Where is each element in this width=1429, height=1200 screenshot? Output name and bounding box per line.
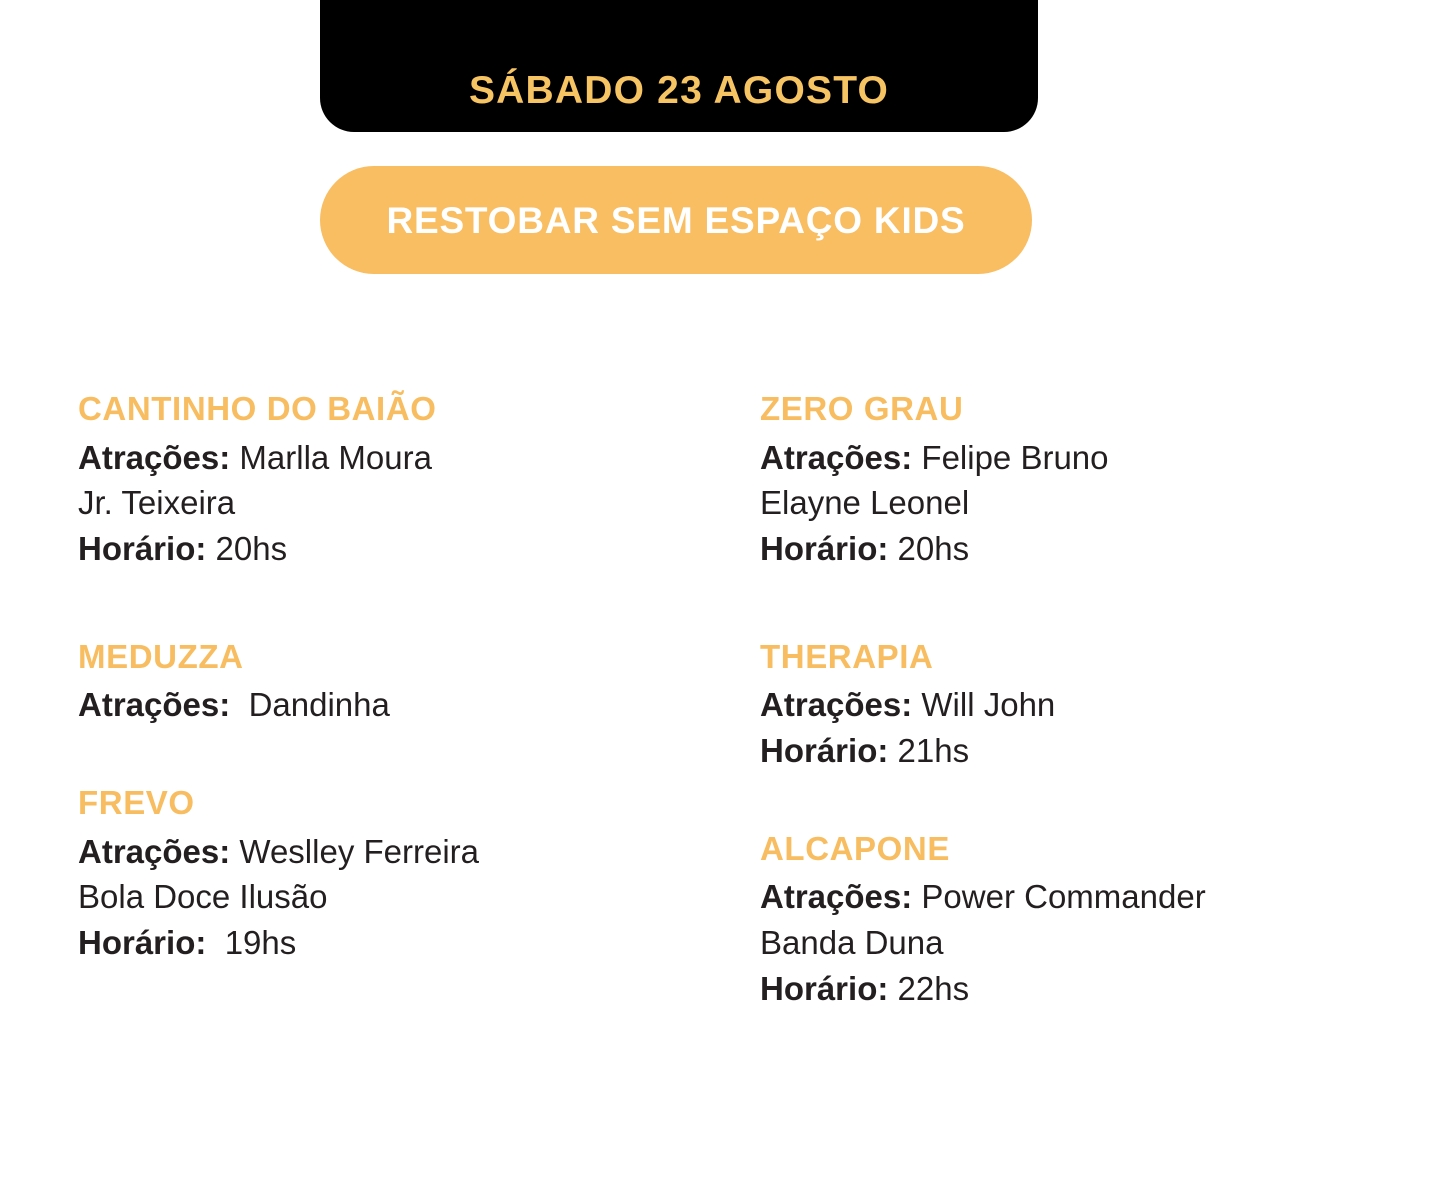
- attractions-label: Atrações:: [760, 438, 913, 476]
- time-label: Horário:: [760, 530, 889, 567]
- attractions-label: Atrações:: [760, 686, 913, 724]
- venue-attractions-line: [78, 829, 680, 875]
- venue-name: THERAPIA: [760, 637, 934, 675]
- venue-time-line: [78, 920, 680, 966]
- venue-time-line: [760, 966, 1429, 1012]
- venue-column-left: [0, 390, 680, 1055]
- attraction-value: Will John: [921, 686, 1056, 724]
- venue-attractions-line: [760, 682, 1429, 728]
- venue-block: [760, 830, 1429, 1012]
- attraction-value: Marlla Moura: [239, 438, 432, 476]
- venue-attractions-line: [760, 874, 1429, 920]
- venue-time-line: [78, 526, 680, 572]
- attraction-value: Power Commander: [921, 878, 1206, 916]
- time-label: Horário:: [760, 732, 889, 769]
- attractions-label: Atrações:: [78, 686, 231, 724]
- venue-block: [760, 390, 1429, 572]
- attractions-label: Atrações:: [760, 878, 913, 916]
- venue-attractions-line: [78, 874, 680, 920]
- venue-name: FREVO: [78, 784, 195, 821]
- category-pill-label: RESTOBAR SEM ESPAÇO KIDS: [386, 199, 966, 241]
- time-value: 20hs: [215, 530, 288, 567]
- venue-name: MEDUZZA: [78, 637, 244, 675]
- venue-column-right: [680, 390, 1429, 1055]
- attraction-value: Weslley Ferreira: [239, 832, 480, 870]
- venue-name: ZERO GRAU: [760, 390, 964, 427]
- time-label: Horário:: [78, 530, 207, 567]
- venue-block: [78, 784, 680, 966]
- time-value: 19hs: [224, 924, 297, 961]
- venue-attractions-line: [760, 920, 1429, 966]
- date-banner-label: SÁBADO 23 AGOSTO: [468, 69, 890, 112]
- attraction-value: Felipe Bruno: [921, 438, 1109, 476]
- time-label: Horário:: [760, 969, 889, 1007]
- venue-time-line: [760, 526, 1429, 572]
- venue-block: [760, 638, 1429, 774]
- venue-attractions-line: [760, 435, 1429, 481]
- venue-name: CANTINHO DO BAIÃO: [78, 390, 437, 427]
- attractions-label: Atrações:: [78, 832, 231, 870]
- time-label: Horário:: [78, 924, 207, 961]
- venue-attractions-line: [78, 435, 680, 481]
- attraction-value: Banda Duna: [760, 924, 944, 961]
- time-value: 22hs: [897, 969, 970, 1007]
- venue-attractions-line: [78, 480, 680, 526]
- attraction-value: Jr. Teixeira: [78, 484, 236, 522]
- category-pill: [320, 166, 1032, 274]
- venue-time-line: [760, 728, 1429, 774]
- venue-block: [78, 390, 680, 572]
- attractions-label: Atrações:: [78, 438, 231, 476]
- venue-name: ALCAPONE: [760, 829, 950, 867]
- attraction-value: Dandinha: [239, 686, 390, 724]
- venue-columns: [0, 390, 1429, 1055]
- time-value: 21hs: [897, 732, 970, 769]
- venue-attractions-line: [760, 480, 1429, 526]
- time-value: 20hs: [897, 530, 970, 567]
- attraction-value: Elayne Leonel: [760, 484, 970, 522]
- venue-block: [78, 638, 680, 728]
- attraction-value: Bola Doce Ilusão: [78, 878, 328, 916]
- venue-attractions-line: [78, 682, 680, 728]
- date-banner: [320, 0, 1038, 132]
